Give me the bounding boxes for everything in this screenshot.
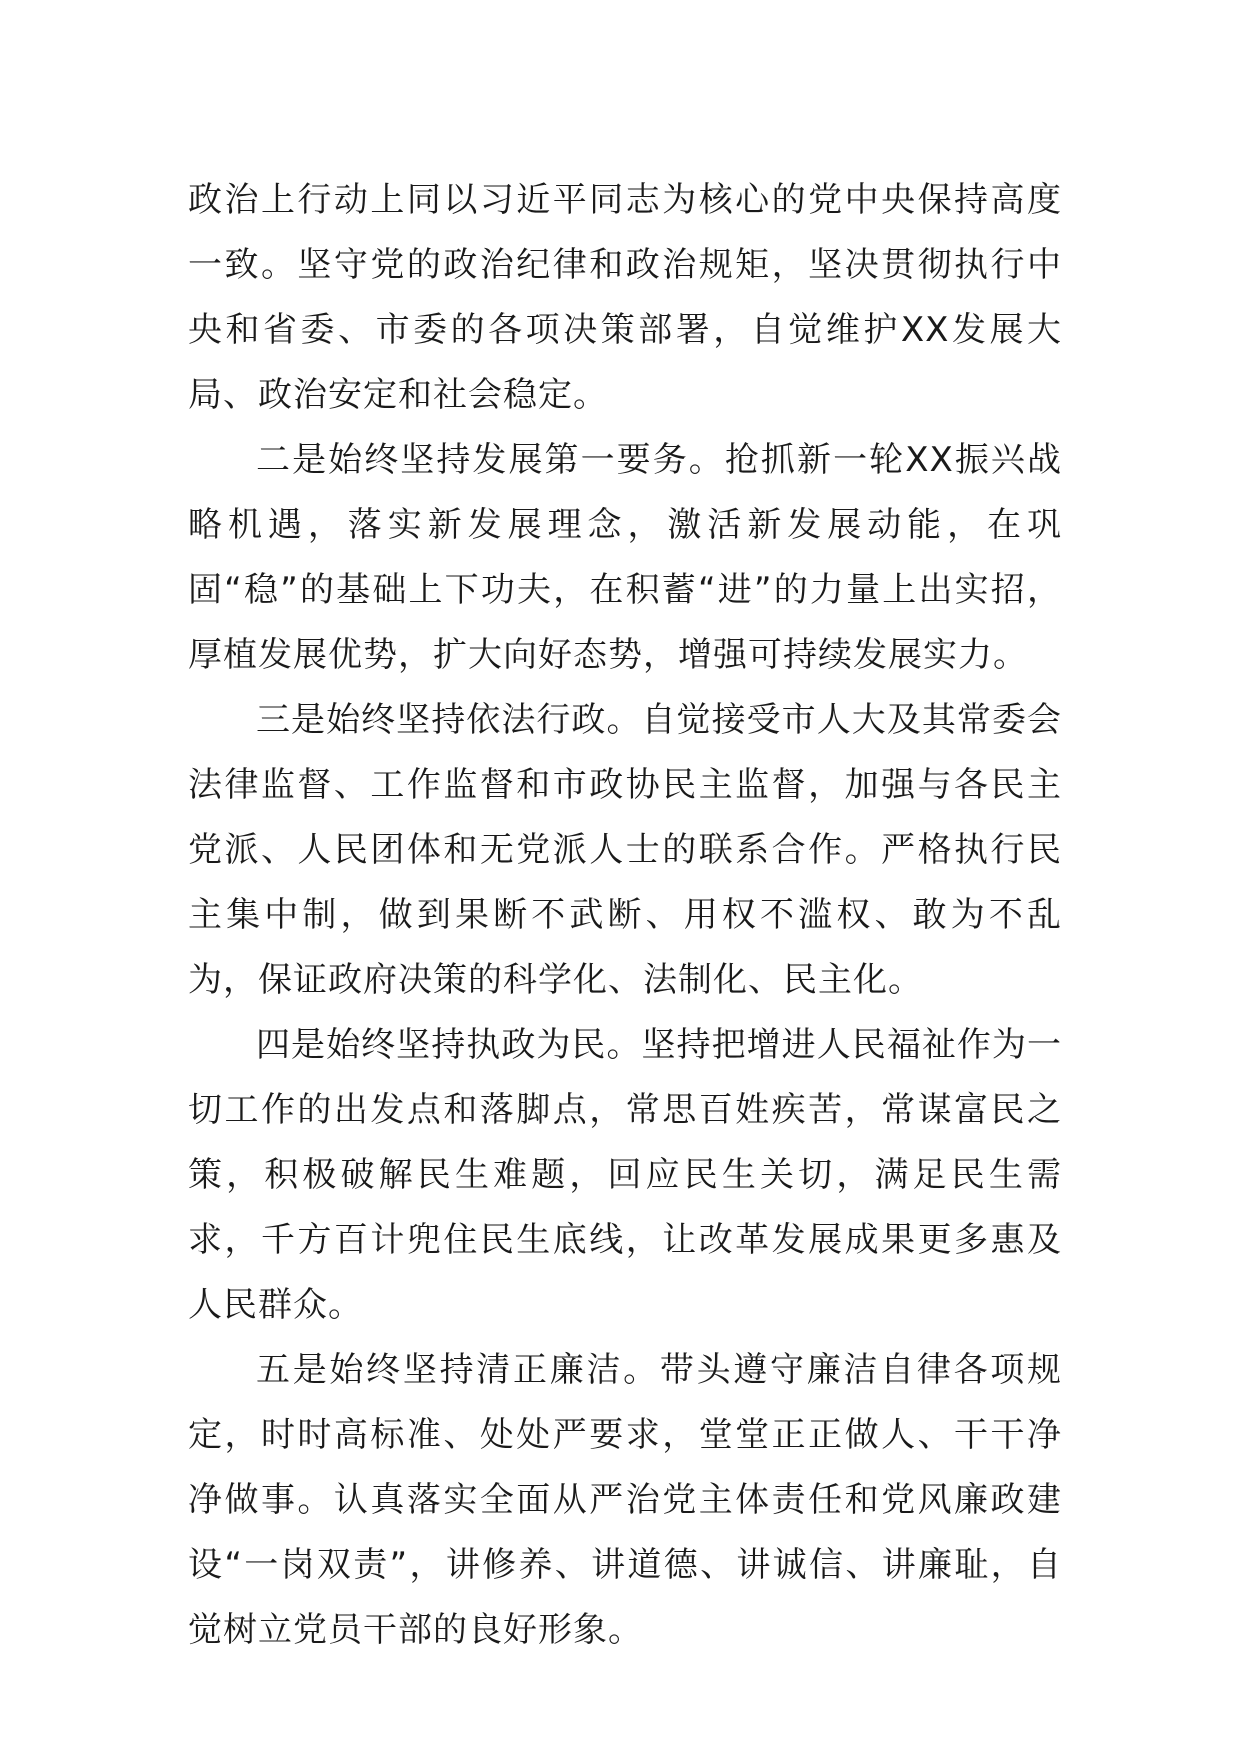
- paragraph-3: 三是始终坚持依法行政。自觉接受市人大及其常委会法律监督、工作监督和市政协民主监督，加强与各民主党派、人民团体和无党派人士的联系合作。严格执行民主集中制，做到果断不武断、用权不滥权、敢为不乱为，保证政府决策的科学化、法制化、民主化。: [188, 700, 1062, 1000]
- paragraph-5: 五是始终坚持清正廉洁。带头遵守廉洁自律各项规定，时时高标准、处处严要求，堂堂正正做人、干干净净做事。认真落实全面从严治党主体责任和党风廉政建设“一岗双责”，讲修养、讲道德、讲诚信、讲廉耻，自觉树立党员干部的良好形象。: [188, 1350, 1062, 1650]
- paragraph-1: 政治上行动上同以习近平同志为核心的党中央保持高度一致。坚守党的政治纪律和政治规矩，坚决贯彻执行中央和省委、市委的各项决策部署，自觉维护XX发展大局、政治安定和社会稳定。: [188, 180, 1062, 415]
- paragraph-4: 四是始终坚持执政为民。坚持把增进人民福祉作为一切工作的出发点和落脚点，常思百姓疾苦，常谋富民之策，积极破解民生难题，回应民生关切，满足民生需求，千方百计兜住民生底线，让改革发展成果更多惠及人民群众。: [188, 1025, 1062, 1325]
- document-body: [188, 168, 1062, 1663]
- paragraph-2: 二是始终坚持发展第一要务。抢抓新一轮XX振兴战略机遇，落实新发展理念，激活新发展动能，在巩固“稳”的基础上下功夫，在积蓄“进”的力量上出实招，厚植发展优势，扩大向好态势，增强可持续发展实力。: [188, 440, 1062, 675]
